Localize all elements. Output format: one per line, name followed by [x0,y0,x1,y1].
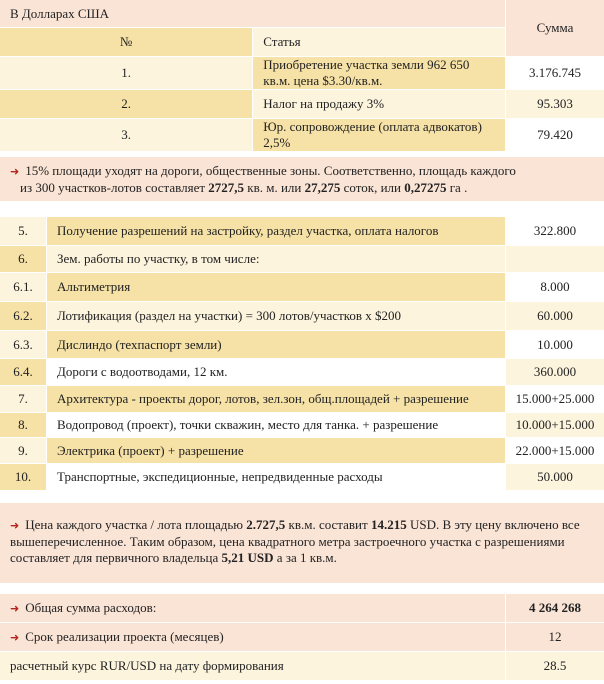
table-row [0,386,604,413]
row-item: Транспортные, экспедиционные, непредвиденные расходы [47,464,506,491]
row-num: 6.3. [0,331,47,359]
table-row [0,359,604,386]
row-num: 6.4. [0,359,47,386]
row-item: Приобретение участка земли 962 650 кв.м. цена $3.30/кв.м. [253,57,506,90]
table-row [0,331,604,359]
summary-row [0,594,604,623]
summary-value: 4 264 268 [506,594,604,623]
row-sum: 322.800 [506,217,604,246]
row-sum: 8.000 [506,273,604,302]
col-header-item: Статья [253,28,506,57]
plot-area-note: ➜ 15% площади уходят на дороги, общественные зоны. Соответственно, площадь каждого из 300 участков-лотов составляет 2727,5 кв. м. или 27,275 соток, или 0,27275 га . [0,157,604,201]
table-row [0,413,604,438]
row-sum: 50.000 [506,464,604,491]
row-sum: 3.176.745 [506,57,604,90]
table-row [0,119,604,152]
table-row [0,464,604,491]
row-item: Зем. работы по участку, в том числе: [47,246,506,273]
table-row [0,438,604,464]
summary-value: 28.5 [506,652,604,681]
row-num: 2. [0,90,253,119]
row-item: Электрика (проект) + разрешение [47,438,506,464]
summary-label: ➜ Общая сумма расходов: [0,594,506,623]
row-num: 8. [0,413,47,438]
col-header-sum: Сумма [506,0,604,57]
land-cost-table [0,0,604,152]
row-sum: 10.000+15.000 [506,413,604,438]
table-row [0,246,604,273]
row-sum: 79.420 [506,119,604,152]
summary-label: ➜ Срок реализации проекта (месяцев) [0,623,506,652]
summary-value: 12 [506,623,604,652]
arrow-right-icon: ➜ [10,631,20,644]
row-sum: 15.000+25.000 [506,386,604,413]
row-item: Дислиндо (техпаспорт земли) [47,331,506,359]
row-sum: 22.000+15.000 [506,438,604,464]
table-row [0,90,604,119]
row-sum [506,246,604,273]
row-item: Налог на продажу 3% [253,90,506,119]
row-sum: 360.000 [506,359,604,386]
row-item: Получение разрешений на застройку, раздел участка, оплата налогов [47,217,506,246]
row-num: 6. [0,246,47,273]
col-header-num: № [0,28,253,57]
row-num: 3. [0,119,253,152]
arrow-right-icon: ➜ [10,519,20,532]
arrow-right-icon: ➜ [10,165,20,178]
summary-label: расчетный курс RUR/USD на дату формирования [0,652,506,681]
row-num: 5. [0,217,47,246]
row-num: 6.1. [0,273,47,302]
summary-table [0,594,604,681]
arrow-right-icon: ➜ [10,602,20,615]
row-item: Юр. сопровождение (оплата адвокатов) 2,5% [253,119,506,152]
currency-label: В Долларах США [0,0,506,28]
summary-row [0,623,604,652]
summary-row [0,652,604,681]
row-num: 6.2. [0,302,47,331]
row-num: 9. [0,438,47,464]
row-item: Лотификация (раздел на участки) = 300 лотов/участков х $200 [47,302,506,331]
row-sum: 10.000 [506,331,604,359]
plot-price-note: ➜ Цена каждого участка / лота площадью 2.727,5 кв.м. составит 14.215 USD. В эту цену включено все вышеперечисленное. Таким образом, цена квадратного метра застроечного участка с разрешениями составляет для первичного владельца 5,21 USD а за 1 кв.м. [0,503,604,583]
table-row [0,273,604,302]
row-item: Альтиметрия [47,273,506,302]
row-item: Архитектура - проекты дорог, лотов, зел.зон, общ.площадей + разрешение [47,386,506,413]
row-item: Водопровод (проект), точки скважин, место для танка. + разрешение [47,413,506,438]
row-num: 1. [0,57,253,90]
table-row [0,302,604,331]
row-sum: 60.000 [506,302,604,331]
row-sum: 95.303 [506,90,604,119]
row-item: Дороги с водоотводами, 12 км. [47,359,506,386]
row-num: 7. [0,386,47,413]
development-cost-table [0,217,604,491]
row-num: 10. [0,464,47,491]
table-row [0,217,604,246]
table-row [0,57,604,90]
